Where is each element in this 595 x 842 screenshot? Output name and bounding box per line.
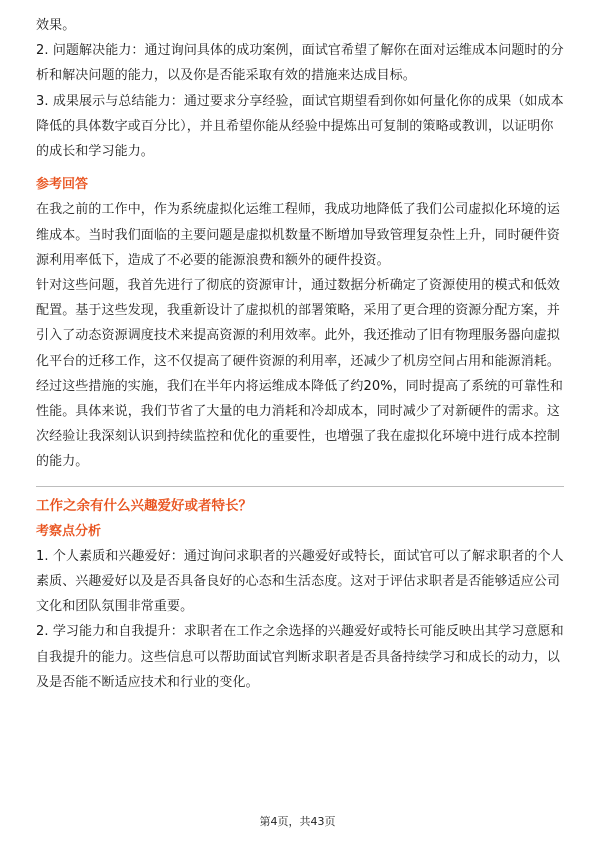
page-content xyxy=(36,13,564,695)
analysis-heading: 考察点分析 xyxy=(36,523,102,539)
answer-paragraph-3: 经过这些措施的实施，我们在半年内将运维成本降低了约20%，同时提高了系统的可靠性和性能。具体来说，我们节省了大量的电力消耗和冷却成本，同时减少了对新硬件的需求。这次经验让我深刻认识到持续监控和优化的重要性，也增强了我在虚拟化环境中进行成本控制的能力。 xyxy=(36,378,563,470)
analysis-item-results-summary: 3. 成果展示与总结能力：通过要求分享经验，面试官期望看到你如何量化你的成果（如成本降低的具体数字或百分比），并且希望你能从经验中提炼出可复制的策略或教训，以证明你的成长和学习能力。 xyxy=(36,93,564,160)
prev-item-tail: 效果。 xyxy=(36,18,76,33)
analysis-item-problem-solving: 2. 问题解决能力：通过询问具体的成功案例，面试官希望了解你在面对运维成本问题时的分析和解决问题的能力，以及你是否能采取有效的措施来达成目标。 xyxy=(36,43,564,84)
answer-paragraph-1: 在我之前的工作中，作为系统虚拟化运维工程师，我成功地降低了我们公司虚拟化环境的运维成本。当时我们面临的主要问题是虚拟机数量不断增加导致管理复杂性上升，同时硬件资源利用率低下，造成了不必要的能源浪费和额外的硬件投资。 xyxy=(36,202,561,268)
section-divider xyxy=(36,486,564,487)
interview-question: 工作之余有什么兴趣爱好或者特长？ xyxy=(36,497,252,514)
analysis-item-learning-ability: 2. 学习能力和自我提升：求职者在工作之余选择的兴趣爱好或特长可能反映出其学习意愿和自我提升的能力。这些信息可以帮助面试官判断求职者是否具备持续学习和成长的动力，以及是否能不断适应技术和行业的变化。 xyxy=(36,624,564,690)
reference-answer-heading: 参考回答 xyxy=(36,177,89,193)
page-footer: 第4页，共43页 xyxy=(259,815,336,828)
analysis-item-personal-quality: 1. 个人素质和兴趣爱好：通过询问求职者的兴趣爱好或特长，面试官可以了解求职者的个人素质、兴趣爱好以及是否具备良好的心态和生活态度。这对于评估求职者是否能够适应公司文化和团队氛围非常重要。 xyxy=(36,548,564,615)
answer-paragraph-2: 针对这些问题，我首先进行了彻底的资源审计，通过数据分析确定了资源使用的模式和低效配置。基于这些发现，我重新设计了虚拟机的部署策略，采用了更合理的资源分配方案，并引入了动态资源调度技术来提高资源的利用效率。此外，我还推动了旧有物理服务器向虚拟化平台的迁移工作，这不仅提高了硬件资源的利用率，还减少了机房空间占用和能源消耗。 xyxy=(36,278,561,369)
